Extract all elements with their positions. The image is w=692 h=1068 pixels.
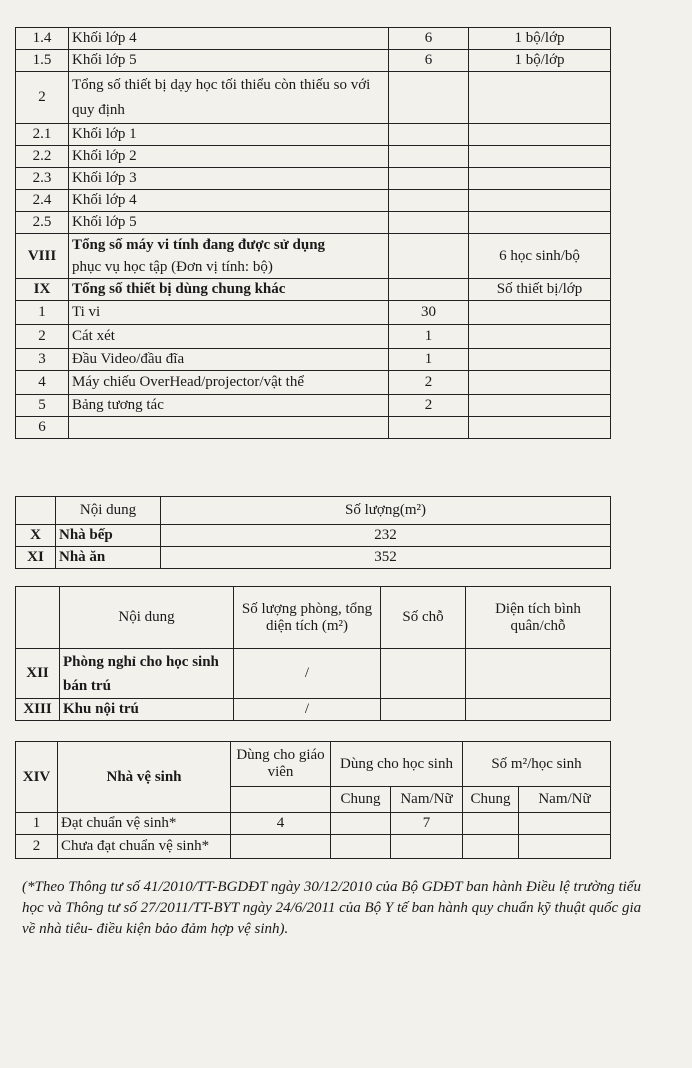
row-ratio: Số thiết bị/lớp <box>469 279 611 301</box>
row-no: XII <box>16 649 60 699</box>
blank-cell <box>231 787 331 813</box>
row-content: Khối lớp 1 <box>69 124 389 146</box>
kitchen-table <box>15 496 611 569</box>
header-chung: Chung <box>331 787 391 813</box>
header-chung: Chung <box>463 787 519 813</box>
table-row <box>16 371 611 395</box>
row-qty: 1 <box>389 349 469 371</box>
row-no: 2 <box>16 72 69 124</box>
boarding-table <box>15 586 611 721</box>
table-row <box>16 28 611 50</box>
row-sqm-chung <box>463 813 519 835</box>
row-ratio <box>469 395 611 417</box>
row-content-line: phục vụ học tập (Đơn vị tính: bộ) <box>72 259 273 275</box>
row-sqm-chung <box>463 835 519 859</box>
table-row <box>16 146 611 168</box>
row-content: Tổng số thiết bị dùng chung khác <box>69 279 389 301</box>
table-row <box>16 124 611 146</box>
row-teacher <box>231 835 331 859</box>
row-qty: 1 <box>389 325 469 349</box>
row-rooms: / <box>234 699 381 721</box>
table-row <box>16 234 611 279</box>
header-rooms: Số lượng phòng, tổng diện tích (m²) <box>234 587 381 649</box>
row-qty: 6 <box>389 50 469 72</box>
row-content: Chưa đạt chuẩn vệ sinh* <box>58 835 231 859</box>
row-no: 4 <box>16 371 69 395</box>
header-student: Dùng cho học sinh <box>331 742 463 787</box>
row-content: Nhà ăn <box>56 547 161 569</box>
header-content: Nội dung <box>56 497 161 525</box>
row-qty: 2 <box>389 371 469 395</box>
row-namnu: 7 <box>391 813 463 835</box>
row-rooms: / <box>234 649 381 699</box>
row-no: 2 <box>16 835 58 859</box>
header-avg: Diện tích bình quân/chỗ <box>466 587 611 649</box>
table-row <box>16 72 611 124</box>
row-content: Khối lớp 4 <box>69 28 389 50</box>
row-content: Bảng tương tác <box>69 395 389 417</box>
row-qty <box>389 212 469 234</box>
row-content: Phòng nghỉ cho học sinh bán trú <box>60 649 234 699</box>
row-ratio <box>469 371 611 395</box>
header-title: Nhà vệ sinh <box>58 742 231 813</box>
row-no: 2.2 <box>16 146 69 168</box>
row-content: Tổng số thiết bị dạy học tối thiểu còn thiếu so với quy định <box>69 72 389 124</box>
row-no: VIII <box>16 234 69 279</box>
row-content: Khu nội trú <box>60 699 234 721</box>
row-ratio <box>469 349 611 371</box>
footnote: (*Theo Thông tư số 41/2010/TT-BGDĐT ngày 30/12/2010 của Bộ GDĐT ban hành Điều lệ trường tiểu học và Thông tư số 27/2011/TT-BYT ngày 24/6/2011 của Bộ Y tế ban hành quy chuẩn kỹ thuật quốc gia về nhà tiêu- điều kiện bảo đảm hợp vệ sinh). <box>22 879 642 937</box>
row-content: Đạt chuẩn vệ sinh* <box>58 813 231 835</box>
toilet-table <box>15 741 611 859</box>
row-content <box>69 234 389 279</box>
row-sqm-namnu <box>519 835 611 859</box>
table-row <box>16 50 611 72</box>
row-no: 3 <box>16 349 69 371</box>
row-qty <box>389 124 469 146</box>
row-no: 5 <box>16 395 69 417</box>
row-content: Đầu Video/đầu đĩa <box>69 349 389 371</box>
row-no: 2.4 <box>16 190 69 212</box>
row-no: 1 <box>16 813 58 835</box>
table-row <box>16 190 611 212</box>
row-qty <box>389 279 469 301</box>
row-content-line: Tổng số máy vi tính đang được sử dụng <box>72 237 326 253</box>
header-qty: Số lượng(m²) <box>161 497 611 525</box>
row-content <box>69 417 389 439</box>
row-qty: 30 <box>389 301 469 325</box>
row-no: X <box>16 525 56 547</box>
row-avg <box>466 649 611 699</box>
equipment-table <box>15 27 611 439</box>
table-row <box>16 395 611 417</box>
row-no: 2 <box>16 325 69 349</box>
row-no: XIV <box>16 742 58 813</box>
row-ratio: 1 bộ/lớp <box>469 28 611 50</box>
table-row <box>16 168 611 190</box>
row-no: XIII <box>16 699 60 721</box>
row-content: Nhà bếp <box>56 525 161 547</box>
header-namnu: Nam/Nữ <box>519 787 611 813</box>
blank-cell <box>16 497 56 525</box>
header-namnu: Nam/Nữ <box>391 787 463 813</box>
row-ratio: 6 học sinh/bộ <box>469 234 611 279</box>
row-no: 1.5 <box>16 50 69 72</box>
row-qty: 2 <box>389 395 469 417</box>
row-ratio <box>469 301 611 325</box>
row-ratio <box>469 124 611 146</box>
header-content: Nội dung <box>60 587 234 649</box>
row-no: IX <box>16 279 69 301</box>
row-no: XI <box>16 547 56 569</box>
row-qty: 352 <box>161 547 611 569</box>
row-chung <box>331 813 391 835</box>
row-qty <box>389 234 469 279</box>
table-row <box>16 325 611 349</box>
row-seats <box>381 649 466 699</box>
row-qty <box>389 417 469 439</box>
row-teacher: 4 <box>231 813 331 835</box>
row-ratio <box>469 417 611 439</box>
row-qty <box>389 190 469 212</box>
row-no: 2.5 <box>16 212 69 234</box>
row-qty <box>389 168 469 190</box>
row-seats <box>381 699 466 721</box>
row-ratio <box>469 190 611 212</box>
row-ratio <box>469 212 611 234</box>
row-content: Khối lớp 4 <box>69 190 389 212</box>
header-teacher: Dùng cho giáo viên <box>231 742 331 787</box>
row-content: Khối lớp 3 <box>69 168 389 190</box>
header-sqm: Số m²/học sinh <box>463 742 611 787</box>
row-ratio <box>469 72 611 124</box>
header-seats: Số chỗ <box>381 587 466 649</box>
row-no: 1 <box>16 301 69 325</box>
table-row <box>16 279 611 301</box>
row-no: 2.1 <box>16 124 69 146</box>
row-no: 6 <box>16 417 69 439</box>
row-ratio: 1 bộ/lớp <box>469 50 611 72</box>
row-content: Ti vi <box>69 301 389 325</box>
row-content: Máy chiếu OverHead/projector/vật thể <box>69 371 389 395</box>
row-ratio <box>469 325 611 349</box>
row-qty <box>389 146 469 168</box>
row-ratio <box>469 146 611 168</box>
table-row <box>16 417 611 439</box>
blank-cell <box>16 587 60 649</box>
row-avg <box>466 699 611 721</box>
row-qty: 6 <box>389 28 469 50</box>
row-no: 2.3 <box>16 168 69 190</box>
row-qty: 232 <box>161 525 611 547</box>
row-content: Khối lớp 5 <box>69 212 389 234</box>
row-ratio <box>469 168 611 190</box>
row-content: Khối lớp 5 <box>69 50 389 72</box>
table-row <box>16 212 611 234</box>
row-content: Khối lớp 2 <box>69 146 389 168</box>
row-content: Cát xét <box>69 325 389 349</box>
row-namnu <box>391 835 463 859</box>
row-no: 1.4 <box>16 28 69 50</box>
row-qty <box>389 72 469 124</box>
table-row <box>16 349 611 371</box>
table-row <box>16 301 611 325</box>
row-chung <box>331 835 391 859</box>
row-sqm-namnu <box>519 813 611 835</box>
